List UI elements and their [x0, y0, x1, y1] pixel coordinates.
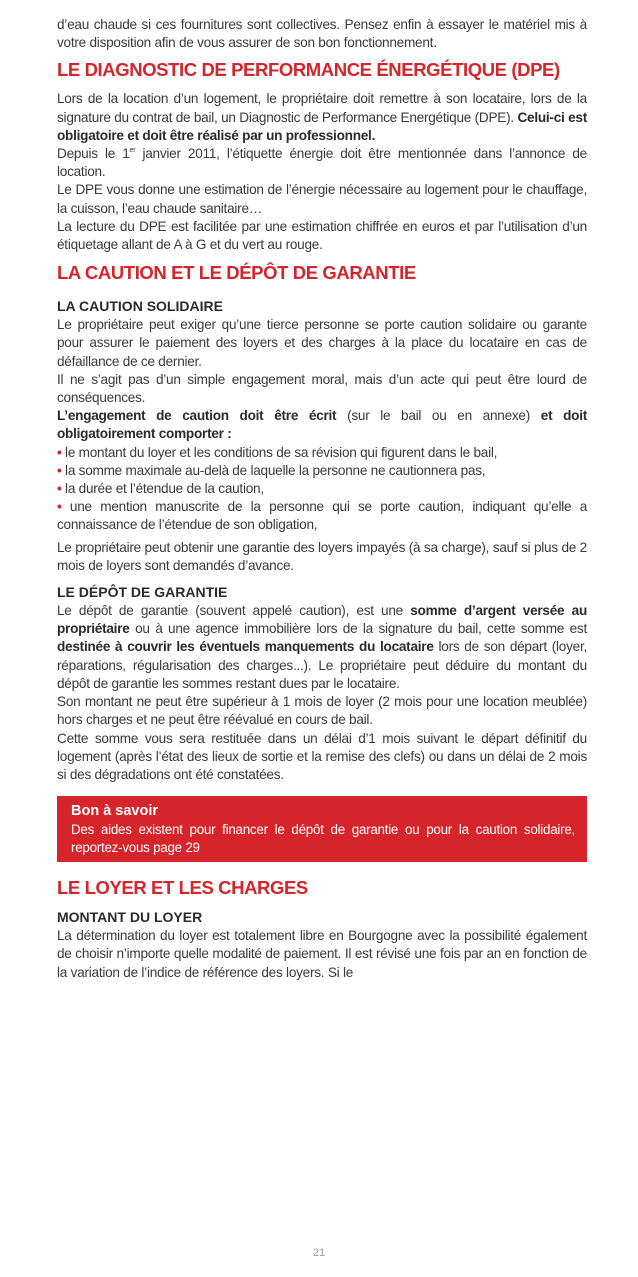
- caution-title: LA CAUTION ET LE DÉPÔT DE GARANTIE: [57, 262, 416, 284]
- depot-paragraph-2: Son montant ne peut être supérieur à 1 mois de loyer (2 mois pour une location meublée) hors charges et ne peut être réévalué en cours de bail.: [57, 694, 587, 728]
- dpe-title: LE DIAGNOSTIC DE PERFORMANCE ÉNERGÉTIQUE (DPE): [57, 59, 560, 81]
- depot-p1-d: destinée à couvrir les éventuels manquements du locataire: [57, 639, 434, 655]
- depot-paragraph-1: [57, 602, 587, 693]
- page-content: [57, 16, 587, 982]
- caution-paragraph-1: Le propriétaire peut exiger qu’une tierce personne se porte caution solidaire ou garante pour assurer le paiement des loyers et des charges à la place du locataire en cas de défaillance de ce dernier.: [57, 317, 587, 369]
- page-number: 21: [312, 1247, 326, 1259]
- dpe-p1-bold: Celui-ci est obligatoire et doit être réalisé par un professionnel.: [57, 109, 587, 143]
- list-item: [57, 498, 587, 534]
- caution-paragraph-2: Il ne s’agit pas d’un simple engagement moral, mais d’un acte qui peut être lourd de conséquences.: [57, 371, 587, 406]
- bullet-text: une mention manuscrite de la personne qui se porte caution, indiquant qu’elle a connaissance de l’étendue de son obligation,: [57, 499, 587, 533]
- caution-bullet-list: [57, 444, 587, 535]
- caution-paragraph-3: [57, 407, 587, 443]
- bon-a-savoir-box: [57, 796, 587, 862]
- loyer-title: LE LOYER ET LES CHARGES: [57, 877, 308, 899]
- caution-solidaire-heading: LA CAUTION SOLIDAIRE: [57, 298, 223, 315]
- list-item: [57, 462, 587, 480]
- dpe-p2-sup: er: [129, 147, 136, 155]
- caution-p3-bold1: L’engagement de caution doit être écrit: [57, 408, 337, 424]
- dpe-paragraph-1: [57, 90, 587, 145]
- loyer-paragraph-1: La détermination du loyer est totalement libre en Bourgogne avec la possibilité également de choisir n’importe quelle modalité de paiement. Il est révisé une fois par an en fonction de la variation de l’indice de référence des loyers. Si le: [57, 928, 587, 980]
- dpe-p1-normal: Lors de la location d’un logement, le propriétaire doit remettre à son locataire, lors de la signature du contrat de bail, un Diagnostic de Performance Energétique (DPE).: [57, 91, 587, 125]
- bullet-icon: •: [57, 481, 62, 497]
- bullet-icon: •: [57, 444, 62, 460]
- depot-garantie-heading: LE DÉPÔT DE GARANTIE: [57, 584, 228, 601]
- bullet-text: la durée et l’étendue de la caution,: [61, 481, 264, 497]
- dpe-paragraph-3: Le DPE vous donne une estimation de l’énergie nécessaire au logement pour le chauffage, la cuisson, l’eau chaude sanitaire…: [57, 182, 587, 216]
- dpe-paragraph-2: [57, 145, 587, 181]
- dpe-p2-before: Depuis le 1: [57, 146, 130, 162]
- bullet-text: le montant du loyer et les conditions de sa révision qui figurent dans le bail,: [61, 444, 498, 460]
- depot-paragraph-3: Cette somme vous sera restituée dans un délai d’1 mois suivant le départ définitif du logement (après l’état des lieux de sortie et la remise des clefs) ou dans un délai de 2 mois si des dégradations ont été constatées.: [57, 730, 587, 782]
- bullet-icon: •: [57, 499, 62, 515]
- list-item: [57, 444, 587, 462]
- depot-p1-b: somme d’argent versée au propriétaire: [57, 603, 587, 637]
- dpe-p2-after: janvier 2011, l’étiquette énergie doit être mentionnée dans l’annonce de location.: [57, 146, 587, 180]
- bullet-icon: •: [57, 462, 62, 478]
- depot-p1-a: Le dépôt de garantie (souvent appelé caution), est une: [57, 603, 411, 619]
- dpe-paragraph-4: La lecture du DPE est facilitée par une estimation chiffrée en euros et par l’utilisation d’un étiquetage allant de A à G et du vert au rouge.: [57, 218, 587, 253]
- list-item: [57, 480, 587, 498]
- bon-a-savoir-text: Des aides existent pour financer le dépôt de garantie ou pour la caution solidaire, reportez-vous page 29: [71, 822, 575, 855]
- caution-paragraph-4: Le propriétaire peut obtenir une garantie des loyers impayés (à sa charge), sauf si plus de 2 mois de loyers sont demandés d’avance.: [57, 539, 587, 573]
- caution-p3-normal: (sur le bail ou en annexe): [336, 408, 541, 424]
- bon-a-savoir-title: Bon à savoir: [71, 803, 159, 820]
- intro-paragraph: d’eau chaude si ces fournitures sont collectives. Pensez enfin à essayer le matériel mis à votre disposition afin de vous assurer de son bon fonctionnement.: [57, 17, 587, 51]
- montant-loyer-heading: MONTANT DU LOYER: [57, 909, 203, 926]
- depot-p1-c: ou à une agence immobilière lors de la signature du bail, cette somme est: [129, 621, 587, 637]
- depot-p1-e: lors de son départ (loyer, réparations, régularisation des charges...). Le propriétaire peut déduire du montant du dépôt de garantie les sommes restant dues par le locataire.: [57, 639, 587, 691]
- bullet-text: la somme maximale au-delà de laquelle la personne ne cautionnera pas,: [61, 462, 486, 478]
- caution-p3-bold2: et doit obligatoirement comporter :: [57, 408, 587, 442]
